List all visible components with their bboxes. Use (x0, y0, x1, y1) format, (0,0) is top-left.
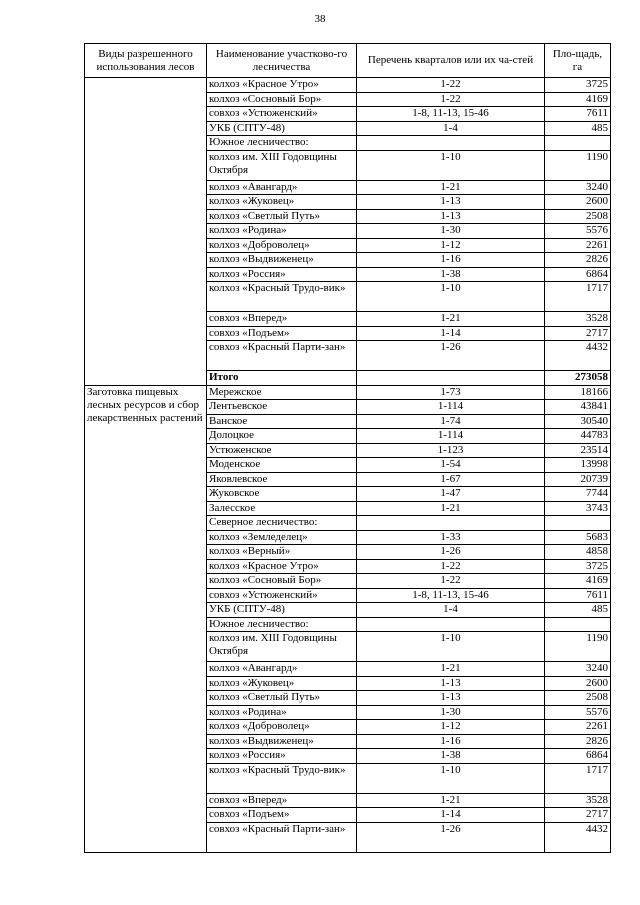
cell-quarters: 1-10 (357, 632, 545, 662)
cell-quarters: 1-10 (357, 282, 545, 312)
cell-quarters: 1-21 (357, 501, 545, 516)
cell-quarters: 1-22 (357, 574, 545, 589)
cell-area: 4169 (545, 92, 611, 107)
cell-quarters: 1-30 (357, 705, 545, 720)
cell-area: 1717 (545, 282, 611, 312)
cell-area: 7744 (545, 487, 611, 502)
header-use-types: Виды разрешенного использования лесов (85, 44, 207, 78)
cell-area: 3240 (545, 662, 611, 677)
total-area: 273058 (545, 371, 611, 386)
cell-quarters: 1-26 (357, 822, 545, 852)
cell-area (545, 617, 611, 632)
cell-quarters: 1-12 (357, 238, 545, 253)
cell-forestry-name: колхоз «Красное Утро» (207, 78, 357, 93)
cell-area: 1190 (545, 150, 611, 180)
cell-forestry-name: Северное лесничество: (207, 516, 357, 531)
cell-forestry-name: колхоз «Выдвиженец» (207, 253, 357, 268)
cell-quarters: 1-47 (357, 487, 545, 502)
cell-forestry-name: колхоз «Доброволец» (207, 720, 357, 735)
cell-quarters: 1-13 (357, 676, 545, 691)
cell-forestry-name: колхоз «Выдвиженец» (207, 734, 357, 749)
cell-forestry-name: колхоз «Сосновый Бор» (207, 574, 357, 589)
cell-quarters: 1-33 (357, 530, 545, 545)
cell-forestry-name: колхоз «Россия» (207, 749, 357, 764)
cell-area: 485 (545, 121, 611, 136)
cell-area: 1717 (545, 763, 611, 793)
cell-forestry-name: совхоз «Подъем» (207, 808, 357, 823)
cell-area: 3528 (545, 312, 611, 327)
cell-forestry-name: колхоз «Россия» (207, 267, 357, 282)
cell-area: 5576 (545, 224, 611, 239)
cell-forestry-name: совхоз «Красный Парти-зан» (207, 341, 357, 371)
cell-forestry-name: УКБ (СПТУ-48) (207, 603, 357, 618)
cell-quarters: 1-38 (357, 267, 545, 282)
cell-forestry-name: Залесское (207, 501, 357, 516)
cell-quarters: 1-13 (357, 209, 545, 224)
cell-area: 2826 (545, 253, 611, 268)
cell-quarters: 1-21 (357, 180, 545, 195)
cell-forestry-name: совхоз «Вперед» (207, 793, 357, 808)
cell-quarters: 1-123 (357, 443, 545, 458)
cell-use-type-continued (85, 78, 207, 386)
cell-area: 4432 (545, 341, 611, 371)
cell-forestry-name: колхоз «Верный» (207, 545, 357, 560)
cell-quarters: 1-16 (357, 253, 545, 268)
cell-area: 3725 (545, 78, 611, 93)
cell-quarters: 1-13 (357, 195, 545, 210)
cell-quarters: 1-10 (357, 150, 545, 180)
cell-area: 3725 (545, 559, 611, 574)
cell-quarters: 1-38 (357, 749, 545, 764)
cell-quarters: 1-26 (357, 341, 545, 371)
cell-use-type: Заготовка пищевых лесных ресурсов и сбор лекарственных растений (85, 385, 207, 852)
cell-area: 13998 (545, 458, 611, 473)
cell-area: 1190 (545, 632, 611, 662)
cell-area: 18166 (545, 385, 611, 400)
cell-forestry-name: Южное лесничество: (207, 617, 357, 632)
cell-forestry-name: совхоз «Вперед» (207, 312, 357, 327)
cell-area: 2717 (545, 326, 611, 341)
cell-forestry-name: колхоз «Жуковец» (207, 676, 357, 691)
cell-forestry-name: Устюженское (207, 443, 357, 458)
cell-quarters: 1-14 (357, 808, 545, 823)
cell-area: 2508 (545, 209, 611, 224)
table-row (85, 78, 611, 93)
cell-forestry-name: колхоз им. XIII Годовщины Октября (207, 632, 357, 662)
cell-quarters: 1-4 (357, 603, 545, 618)
cell-area: 2826 (545, 734, 611, 749)
cell-quarters: 1-21 (357, 312, 545, 327)
cell-forestry-name: УКБ (СПТУ-48) (207, 121, 357, 136)
cell-quarters: 1-10 (357, 763, 545, 793)
cell-area: 7611 (545, 588, 611, 603)
cell-area: 4432 (545, 822, 611, 852)
forest-use-table (84, 43, 611, 853)
page-number: 38 (314, 13, 326, 25)
header-area: Пло-щадь, га (545, 44, 611, 78)
cell-area (545, 136, 611, 151)
cell-area: 485 (545, 603, 611, 618)
total-quarters-empty (357, 371, 545, 386)
cell-area: 3743 (545, 501, 611, 516)
table-header-row (85, 44, 611, 78)
cell-area: 2600 (545, 195, 611, 210)
cell-forestry-name: колхоз «Жуковец» (207, 195, 357, 210)
cell-quarters: 1-16 (357, 734, 545, 749)
cell-area: 5683 (545, 530, 611, 545)
cell-forestry-name: Лентьевское (207, 400, 357, 415)
cell-quarters: 1-67 (357, 472, 545, 487)
cell-area: 3240 (545, 180, 611, 195)
cell-forestry-name: колхоз «Авангард» (207, 180, 357, 195)
cell-quarters: 1-4 (357, 121, 545, 136)
cell-area: 43841 (545, 400, 611, 415)
cell-area: 2261 (545, 238, 611, 253)
cell-forestry-name: совхоз «Красный Парти-зан» (207, 822, 357, 852)
cell-area: 6864 (545, 749, 611, 764)
cell-forestry-name: Южное лесничество: (207, 136, 357, 151)
cell-area: 30540 (545, 414, 611, 429)
cell-area: 2261 (545, 720, 611, 735)
cell-area: 23514 (545, 443, 611, 458)
cell-forestry-name: Мережское (207, 385, 357, 400)
header-forestry-name: Наименование участково-го лесничества (207, 44, 357, 78)
cell-quarters: 1-73 (357, 385, 545, 400)
cell-forestry-name: Ванское (207, 414, 357, 429)
total-label: Итого (207, 371, 357, 386)
cell-forestry-name: колхоз «Родина» (207, 224, 357, 239)
cell-forestry-name: Моденское (207, 458, 357, 473)
cell-forestry-name: колхоз «Авангард» (207, 662, 357, 677)
cell-quarters: 1-21 (357, 793, 545, 808)
cell-area: 44783 (545, 429, 611, 444)
cell-forestry-name: Жуковское (207, 487, 357, 502)
cell-area: 2717 (545, 808, 611, 823)
cell-area: 4858 (545, 545, 611, 560)
cell-forestry-name: колхоз «Сосновый Бор» (207, 92, 357, 107)
cell-forestry-name: совхоз «Устюженский» (207, 107, 357, 122)
cell-area: 6864 (545, 267, 611, 282)
cell-area: 5576 (545, 705, 611, 720)
cell-quarters (357, 516, 545, 531)
cell-quarters: 1-12 (357, 720, 545, 735)
cell-quarters (357, 617, 545, 632)
cell-area: 20739 (545, 472, 611, 487)
table-row (85, 385, 611, 400)
cell-quarters: 1-22 (357, 78, 545, 93)
cell-quarters: 1-74 (357, 414, 545, 429)
cell-forestry-name: Яковлевское (207, 472, 357, 487)
cell-forestry-name: колхоз «Красное Утро» (207, 559, 357, 574)
cell-forestry-name: колхоз «Красный Трудо-вик» (207, 763, 357, 793)
cell-forestry-name: колхоз «Родина» (207, 705, 357, 720)
cell-quarters: 1-54 (357, 458, 545, 473)
cell-forestry-name: Долоцкое (207, 429, 357, 444)
cell-area: 7611 (545, 107, 611, 122)
cell-quarters: 1-21 (357, 662, 545, 677)
cell-quarters: 1-114 (357, 400, 545, 415)
cell-forestry-name: колхоз им. XIII Годовщины Октября (207, 150, 357, 180)
cell-quarters: 1-30 (357, 224, 545, 239)
cell-area: 3528 (545, 793, 611, 808)
cell-forestry-name: колхоз «Светлый Путь» (207, 209, 357, 224)
cell-area (545, 516, 611, 531)
cell-quarters: 1-22 (357, 559, 545, 574)
cell-area: 2600 (545, 676, 611, 691)
cell-area: 4169 (545, 574, 611, 589)
cell-quarters: 1-14 (357, 326, 545, 341)
cell-quarters: 1-8, 11-13, 15-46 (357, 588, 545, 603)
cell-quarters: 1-8, 11-13, 15-46 (357, 107, 545, 122)
table-body (85, 78, 611, 853)
cell-forestry-name: колхоз «Красный Трудо-вик» (207, 282, 357, 312)
cell-quarters: 1-114 (357, 429, 545, 444)
cell-area: 2508 (545, 691, 611, 706)
cell-forestry-name: совхоз «Подъем» (207, 326, 357, 341)
cell-forestry-name: колхоз «Светлый Путь» (207, 691, 357, 706)
cell-quarters: 1-26 (357, 545, 545, 560)
header-quarters-list: Перечень кварталов или их ча-стей (357, 44, 545, 78)
cell-quarters: 1-22 (357, 92, 545, 107)
cell-forestry-name: колхоз «Земледелец» (207, 530, 357, 545)
cell-forestry-name: колхоз «Доброволец» (207, 238, 357, 253)
cell-forestry-name: совхоз «Устюженский» (207, 588, 357, 603)
cell-quarters (357, 136, 545, 151)
cell-quarters: 1-13 (357, 691, 545, 706)
